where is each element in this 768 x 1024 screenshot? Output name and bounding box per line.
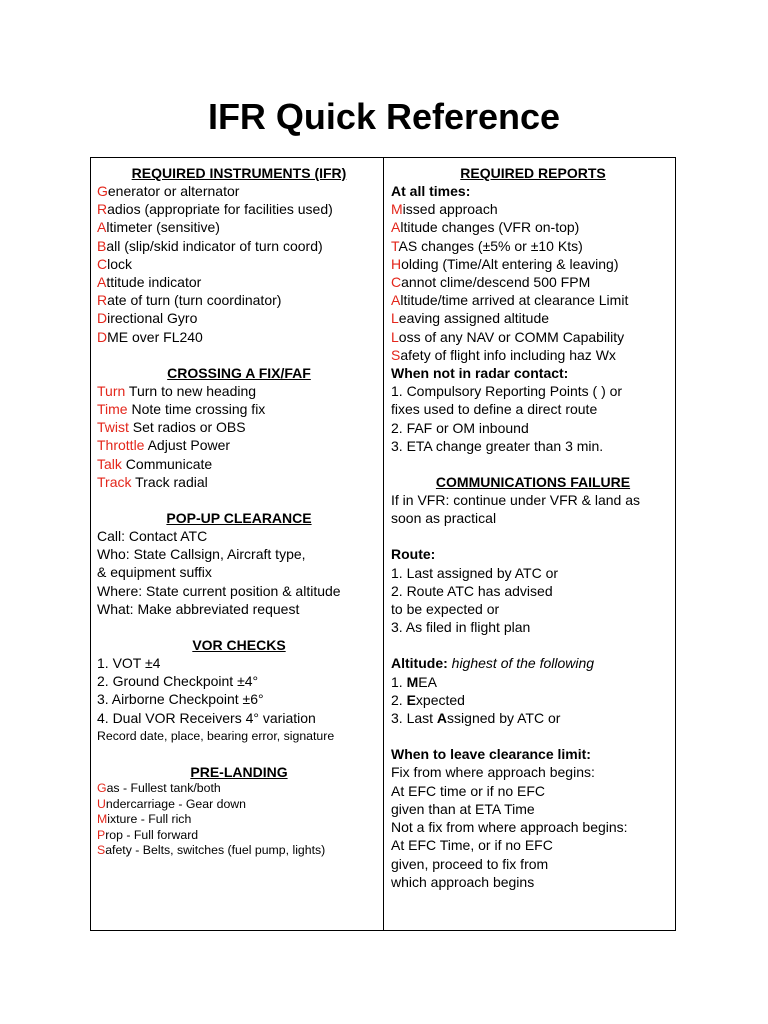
reports-heading: REQUIRED REPORTS [460,165,606,181]
list-item: 2. FAF or OM inbound [391,419,529,436]
reference-table [90,157,676,931]
radar-list [391,382,675,455]
list-item: Altitude/time arrived at clearance Limit [391,292,629,309]
list-item: Who: State Callsign, Aircraft type, [97,546,306,563]
list-item: fixes used to define a direct route [391,401,598,418]
list-item: Loss of any NAV or COMM Capability [391,328,625,345]
list-item: Directional Gyro [97,310,198,327]
list-item: which approach begins [391,873,535,890]
instruments-list [97,182,381,346]
list-item: given than at ETA Time [391,800,535,817]
list-item: Throttle Adjust Power [97,437,231,454]
list-item: Call: Contact ATC [97,528,208,545]
column-divider [383,158,384,930]
prelanding-heading: PRE-LANDING [190,764,288,781]
list-item: 3. As filed in flight plan [391,619,531,636]
list-item: 2. Expected [391,691,465,708]
list-item: Prop - Full forward [97,827,199,842]
list-item: Rate of turn (turn coordinator) [97,292,282,309]
vor-note: Record date, place, bearing error, signature [97,728,335,743]
list-item: 1. VOT ±4 [97,655,161,672]
not-radar-label: When not in radar contact: [391,365,569,382]
list-item: Not a fix from where approach begins: [391,819,628,836]
page-title: IFR Quick Reference [207,96,561,137]
list-item: Undercarriage - Gear down [97,796,247,811]
list-item: Clock [97,255,133,272]
vor-list [97,654,381,745]
list-item: Gas - Fullest tank/both [97,781,221,796]
list-item: 3. Last Assigned by ATC or [391,710,561,727]
list-item: Ball (slip/skid indicator of turn coord) [97,237,323,254]
list-item: Mixture - Full rich [97,812,192,827]
list-item: At EFC time or if no EFC [391,782,546,799]
list-item: TAS changes (±5% or ±10 Kts) [391,237,583,254]
list-item: 1. Compulsory Reporting Points ( ) or [391,383,623,400]
list-item: 2. Route ATC has advised [391,582,553,599]
list-item: 3. ETA change greater than 3 min. [391,437,604,454]
at-all-times-label: At all times: [391,183,471,199]
list-item: Attitude indicator [97,274,202,291]
comm-failure-heading: COMMUNICATIONS FAILURE [435,474,631,491]
left-column [97,164,381,859]
list-item: Fix from where approach begins: [391,764,595,781]
list-item: Cannot clime/descend 500 FPM [391,274,591,291]
prelanding-list [97,781,381,859]
list-item: Altitude changes (VFR on-top) [391,219,580,236]
list-item: & equipment suffix [97,564,212,581]
list-item: 4. Dual VOR Receivers 4° variation [97,709,316,726]
list-item: Generator or alternator [97,183,240,199]
popup-heading: POP-UP CLEARANCE [166,510,312,527]
list-item: Track Track radial [97,473,208,490]
list-item: Time Note time crossing fix [97,401,266,418]
vfr-line: soon as practical [391,510,497,527]
list-item: Leaving assigned altitude [391,310,550,327]
leave-clearance-label: When to leave clearance limit: [391,746,591,763]
popup-list [97,527,381,618]
route-label: Route: [391,546,436,563]
list-item: Altimeter (sensitive) [97,219,220,236]
list-item: Missed approach [391,201,498,218]
list-item: to be expected or [391,601,500,618]
instruments-heading: REQUIRED INSTRUMENTS (IFR) [131,165,347,181]
list-item: Turn Turn to new heading [97,382,257,399]
altitude-label-line: Altitude: highest of the following [391,655,595,672]
list-item: Holding (Time/Alt entering & leaving) [391,255,619,272]
vfr-line: If in VFR: continue under VFR & land as [391,492,641,509]
list-item: Where: State current position & altitude [97,582,341,599]
right-column [391,164,675,891]
list-item: 1. Last assigned by ATC or [391,564,559,581]
list-item: Safety of flight info including haz Wx [391,346,616,363]
list-item: Radios (appropriate for facilities used) [97,201,333,218]
vor-heading: VOR CHECKS [192,637,286,654]
list-item: Talk Communicate [97,455,213,472]
crossing-list [97,382,381,491]
list-item: 3. Airborne Checkpoint ±6° [97,691,264,708]
list-item: At EFC Time, or if no EFC [391,837,553,854]
list-item: Twist Set radios or OBS [97,419,246,436]
list-item: DME over FL240 [97,328,203,345]
crossing-heading: CROSSING A FIX/FAF [167,364,311,381]
list-item: 2. Ground Checkpoint ±4° [97,673,259,690]
list-item: What: Make abbreviated request [97,600,300,617]
list-item: Safety - Belts, switches (fuel pump, lights) [97,843,326,858]
list-item: 1. MEA [391,673,437,690]
list-item: given, proceed to fix from [391,855,549,872]
reports-list [391,200,675,364]
